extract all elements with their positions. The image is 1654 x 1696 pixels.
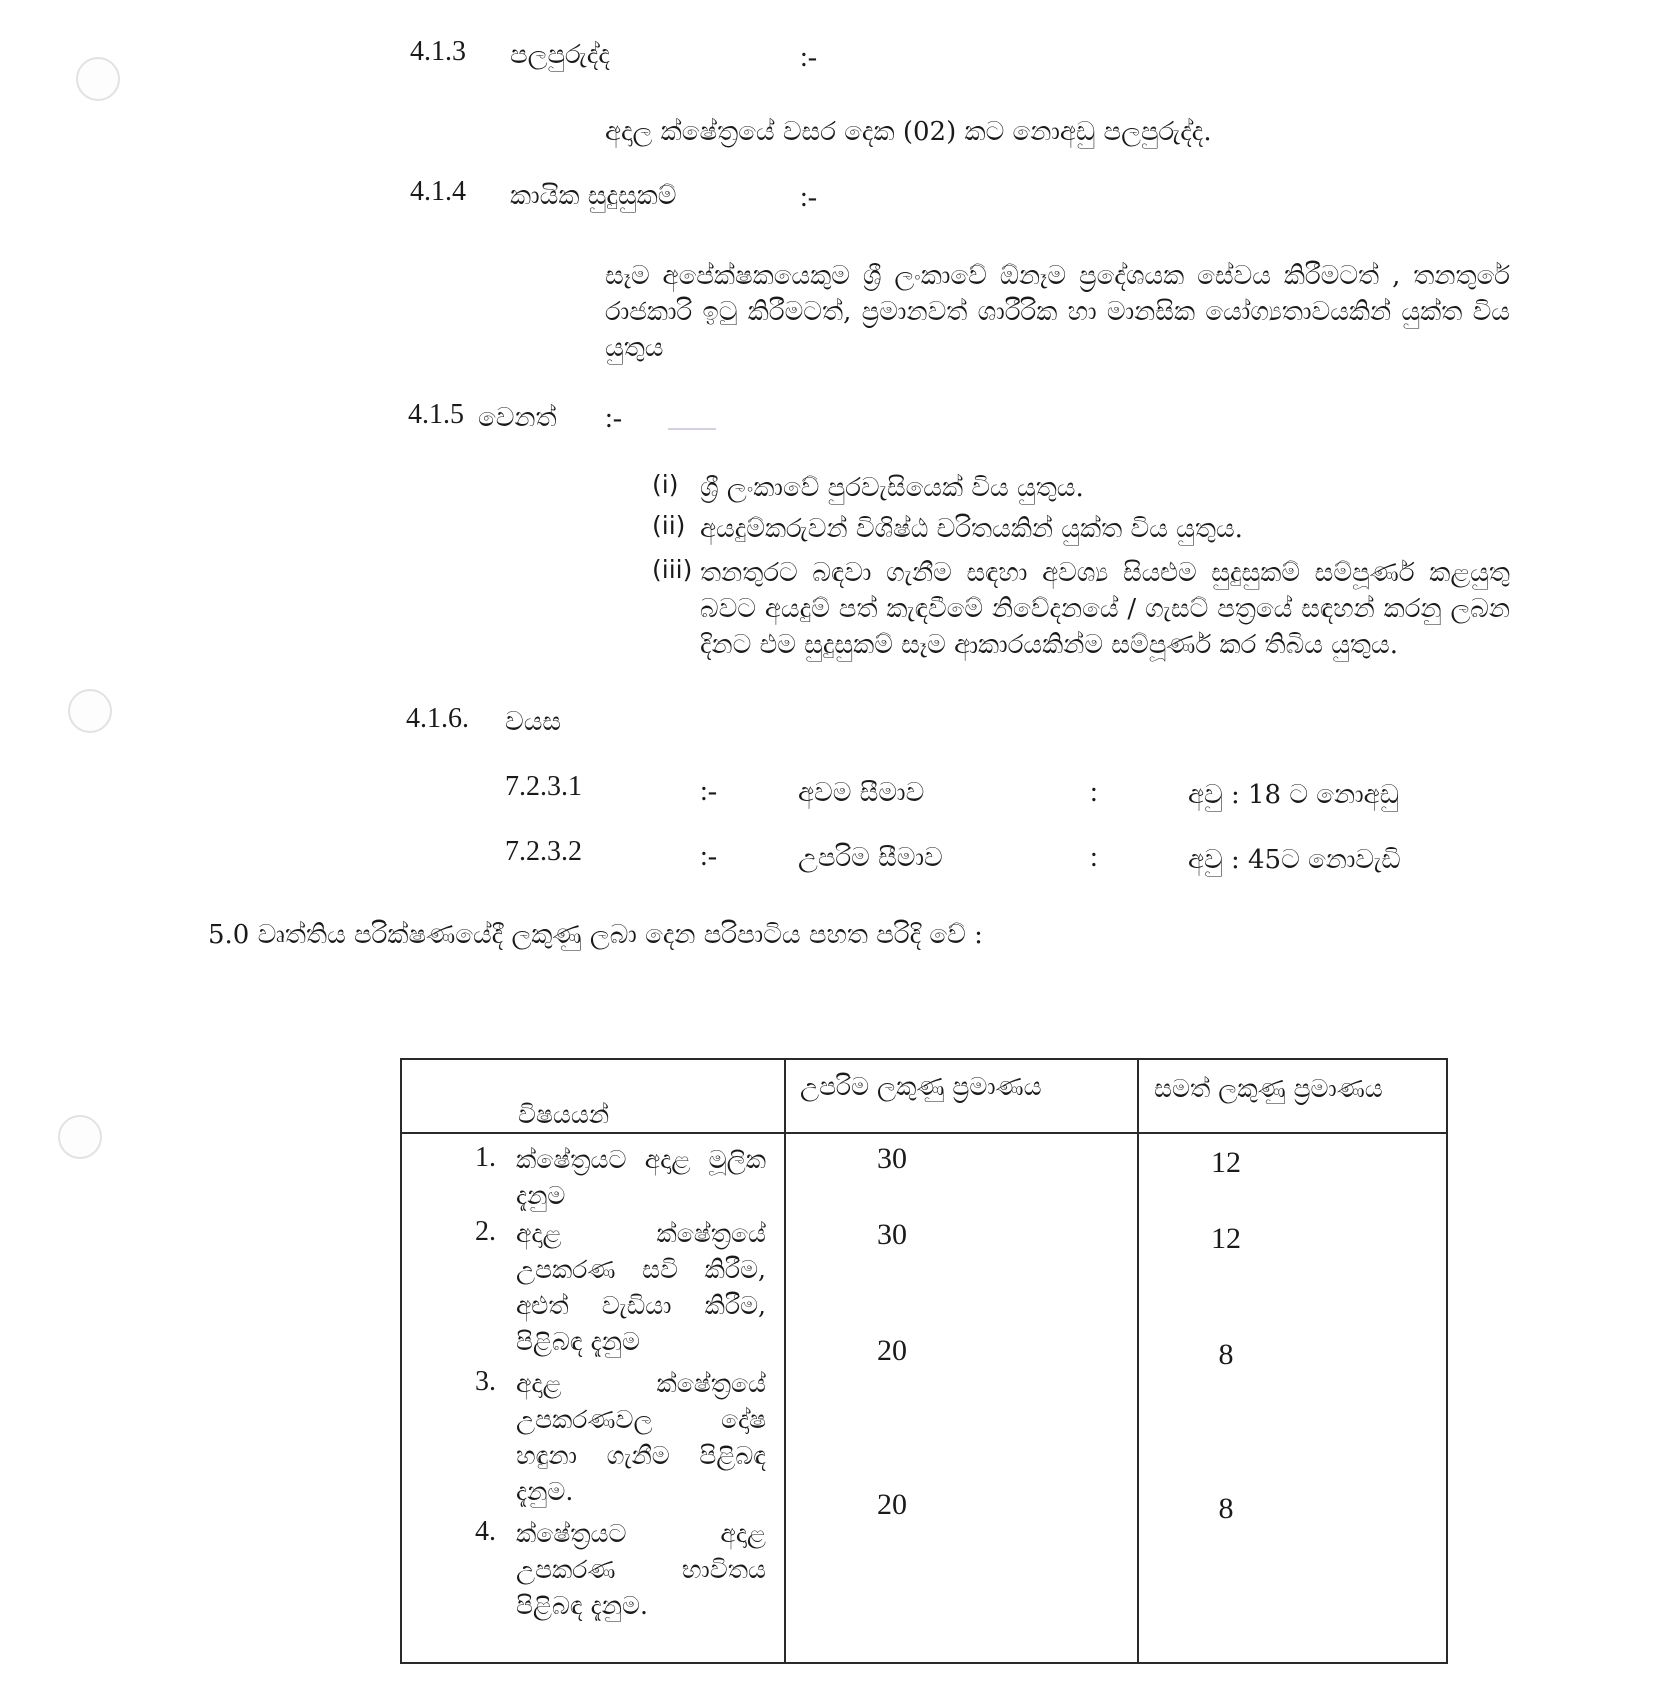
- section-body: අදාල ක්ෂේත්‍රයේ වසර දෙක (02) කට නොඅඩු පලපුරුද්ද.: [605, 117, 1212, 147]
- age-code: 7.2.3.2: [505, 836, 582, 867]
- list-item-text: තනතුරට බඳවා ගැනීම සඳහා අවශ්‍ය සියළුම සුදුසුකම් සම්පූර්ණ කළයුතු බවට අයදුම් පත් කැඳවීමේ නිවේදනයේ / ගැසට් පත්‍රයේ සඳහන් කරනු ලබන දිනට එම සුදුසුකම් සෑම ආකාරයකින්ම සම්පූර්ණ කර තිබිය යුතුය.: [700, 558, 1510, 660]
- list-item-marker: (i): [652, 470, 679, 499]
- row-max: 20: [877, 1334, 907, 1367]
- separator: :: [1090, 842, 1098, 873]
- section-heading: 5.0 වෘත්තිය පරික්ෂණයේදී ලකුණු ලබා දෙන පරිපාටිය පහත පරිදි වේ :: [208, 920, 983, 950]
- age-code: 7.2.3.1: [505, 771, 582, 802]
- list-item-marker: (iii): [652, 555, 693, 584]
- section-number: 4.1.3: [410, 36, 466, 67]
- list-item: [652, 470, 1512, 506]
- row-max: 30: [877, 1218, 907, 1251]
- table-header-max: උපරිම ලකුණු ප්‍රමාණය: [800, 1072, 1042, 1101]
- list-item-text: අයදුම්කරුවන් විශිෂ්ඨ චරිතයකින් යුක්ත විය යුතුය.: [700, 514, 1243, 544]
- separator: :-: [700, 776, 718, 807]
- stray-mark: [668, 428, 716, 430]
- section-number: 4.1.5: [408, 399, 464, 430]
- punch-hole: [68, 689, 112, 733]
- section-label: වෙනත්: [478, 403, 557, 433]
- section-number: 4.1.6.: [406, 703, 469, 734]
- table-divider: [1137, 1060, 1139, 1662]
- table-header-subject: විෂයයන්: [518, 1100, 610, 1129]
- marks-table: [400, 1058, 1448, 1664]
- section-body: සෑම අපේක්ෂකයෙකුම ශ්‍රී ලංකාවේ ඕනෑම ප්‍රදේශයක සේවය කිරීමටත් , තනතුරේ රාජකාරි ඉටු කිරීමටත්, ප්‍රමානවත් ශාරීරික හා මානසික යෝග්‍යතාවයකින් යුක්ත විය යුතුය: [605, 261, 1510, 363]
- row-max: 20: [877, 1488, 907, 1521]
- age-label: අවම සීමාව: [798, 778, 925, 808]
- table-divider: [402, 1132, 1446, 1134]
- punch-hole: [58, 1115, 102, 1159]
- row-pass: 12: [1211, 1222, 1241, 1255]
- row-pass: 8: [1218, 1338, 1234, 1371]
- age-value: අවු : 18 ට නොඅඩු: [1188, 780, 1399, 810]
- section-label: පලපුරුද්ද: [510, 40, 610, 70]
- row-number: 1.: [475, 1142, 496, 1173]
- section-label: වයස: [505, 707, 562, 737]
- separator: :-: [700, 841, 718, 872]
- list-item-text: ශ්‍රී ලංකාවේ පුරවැසියෙක් විය යුතුය.: [700, 473, 1084, 503]
- section-label: කායික සුදුසුකම්: [510, 181, 677, 211]
- row-max: 30: [877, 1142, 907, 1175]
- table-divider: [784, 1060, 786, 1662]
- list-item-marker: (ii): [652, 511, 686, 540]
- row-number: 2.: [475, 1216, 496, 1247]
- row-pass: 8: [1218, 1492, 1234, 1525]
- row-subject: ක්ෂේත්‍රයට අදාළ උපකරණ භාවිතය පිළිබඳ දැනුම.: [516, 1519, 766, 1620]
- separator: :-: [605, 403, 623, 434]
- row-subject: අදාළ ක්ෂේත්‍රයේ උපකරණ සවි කිරීම, අළුත් වැඩියා කිරීම, පිළිබඳ දැනුම: [516, 1219, 766, 1356]
- row-subject: අදාළ ක්ෂේත්‍රයේ උපකරණවල දෝෂ හඳුනා ගැනීම පිළිබඳ දැනුම.: [516, 1369, 766, 1506]
- separator: :-: [800, 182, 818, 213]
- row-number: 3.: [475, 1366, 496, 1397]
- age-label: උපරිම සීමාව: [798, 843, 943, 873]
- age-value: අවු : 45ට නොවැඩි: [1188, 845, 1401, 875]
- list-item: [652, 511, 1512, 547]
- punch-hole: [76, 57, 120, 101]
- section-number: 4.1.4: [410, 176, 466, 207]
- row-pass: 12: [1211, 1146, 1241, 1179]
- separator: :-: [800, 42, 818, 73]
- table-header-pass: සමත් ලකුණු ප්‍රමාණය: [1154, 1074, 1383, 1103]
- row-subject: ක්ෂේත්‍රයට අදාළ මූලික දැනුම: [516, 1145, 766, 1210]
- row-number: 4.: [475, 1516, 496, 1547]
- separator: :: [1090, 777, 1098, 808]
- list-item: [652, 555, 1512, 663]
